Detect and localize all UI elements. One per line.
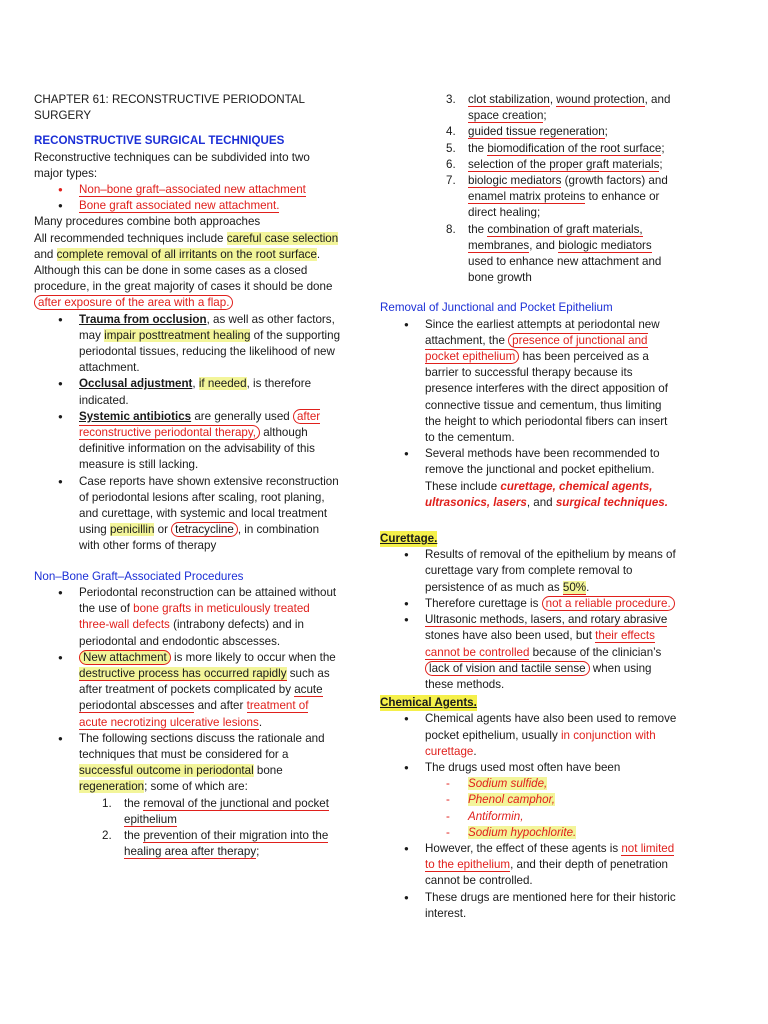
non-bone-graft-list [34, 585, 340, 796]
list-item: ● Ultrasonic methods, lasers, and rotary abrasive stones have also been used, but their effects cannot be controlled because of the clinician’s lack of vision and tactile sense when using these methods. [380, 612, 680, 693]
list-item: ● Occlusal adjustment, if needed, is therefore indicated. [34, 376, 340, 408]
list-item: 5. the biomodification of the root surface; [446, 141, 665, 155]
list-item: ● Case reports have shown extensive reconstruction of periodontal lesions after scaling, root planing, and curettage, with systemic and local treatment using penicillin or tetracycline , in combination with other forms of therapy [34, 474, 340, 555]
list-item: ● Chemical agents have also been used to remove pocket epithelium, usually in conjunction with curettage. [380, 711, 680, 760]
list-item: ● Since the earliest attempts at periodontal new attachment, the presence of junctional and pocket epithelium has been perceived as a barrier to successful therapy because its presence interferes with the direct apposition of connective tissue and cementum, thus limiting the height to which periodontal fibers can insert to the cementum. [380, 317, 680, 447]
right-column [380, 92, 680, 922]
list-item: ● Bone graft associated new attachment. [34, 198, 340, 214]
list-item: ● Trauma from occlusion, as well as other factors, may impair posttreatment healing of the supporting periodontal tissues, reducing the likelihood of new attachment. [34, 312, 340, 377]
drugs-list [380, 776, 680, 841]
heading-curettage: Curettage. [380, 531, 437, 547]
chapter-title: CHAPTER 61: RECONSTRUCTIVE PERIODONTAL SURGERY [34, 93, 305, 123]
list-item: - Sodium sulfide, [380, 776, 680, 792]
list-item: 7. biologic mediators (growth factors) and enamel matrix proteins to enhance or direct healing; [446, 174, 668, 220]
section-heading-reconstructive-techniques: RECONSTRUCTIVE SURGICAL TECHNIQUES [34, 134, 285, 148]
list-item: ● Therefore curettage is not a reliable procedure. [380, 596, 680, 612]
list-item: ● Systemic antibiotics are generally used after reconstructive periodontal therapy, although definitive information on the advisability of this measure is still lacking. [34, 409, 340, 474]
curettage-list [380, 547, 680, 693]
paragraph: All recommended techniques include careful case selection and complete removal of all irritants on the root surface. Although this can be done in some cases as a closed procedure, in the great majority of cases it should be done after exposure of the area with a flap. [34, 231, 339, 310]
factors-list [34, 312, 340, 555]
list-item: ● New attachment is more likely to occur when the destructive process has occurred rapidly such as after treatment of pockets complicated by acute periodontal abscesses and after treatment of acute necrotizing ulcerative lesions. [34, 650, 340, 731]
chemical-agents-list [380, 711, 680, 776]
section-heading-non-bone-graft: Non–Bone Graft–Associated Procedures [34, 569, 244, 583]
list-item: - Sodium hypochlorite. [380, 825, 680, 841]
list-item: 1. the removal of the junctional and pocket epithelium [102, 796, 329, 826]
list-item: ● Several methods have been recommended to remove the junctional and pocket epithelium. These include curettage, chemical agents, ultrasonics, lasers, and surgical techniques. [380, 446, 680, 511]
paragraph: Many procedures combine both approaches [34, 215, 261, 229]
intro-paragraph: Reconstructive techniques can be subdivided into two major types: [34, 150, 310, 180]
list-item: 8. the combination of graft materials, membranes, and biologic mediators used to enhance new attachment and bone growth [446, 222, 662, 285]
list-item: 6. selection of the proper graft materials; [446, 157, 663, 171]
left-column [34, 92, 340, 860]
list-item: 2. the prevention of their migration into the healing area after therapy; [102, 828, 329, 859]
list-item: 3. clot stabilization, wound protection, and space creation; [446, 93, 671, 123]
heading-chemical-agents: Chemical Agents. [380, 695, 477, 711]
section-heading-removal-epithelium: Removal of Junctional and Pocket Epithelium [380, 301, 613, 315]
list-item: ● However, the effect of these agents is not limited to the epithelium, and their depth of penetration cannot be controlled. [380, 841, 680, 890]
chemical-agents-list-2 [380, 841, 680, 922]
rationale-list [34, 796, 340, 861]
rationale-list-continued [380, 92, 680, 286]
list-item: ● Periodontal reconstruction can be attained without the use of bone grafts in meticulously treated three-wall defects (intrabony defects) and in periodontal and endodontic abscesses. [34, 585, 340, 650]
list-item: ● These drugs are mentioned here for their historic interest. [380, 890, 680, 922]
list-item: ● The following sections discuss the rationale and techniques that must be considered for a successful outcome in periodontal bone regeneration; some of which are: [34, 731, 340, 796]
list-item: - Antiformin, [380, 809, 680, 825]
list-item: ● Results of removal of the epithelium by means of curettage vary from complete removal to persistence of as much as 50%. [380, 547, 680, 596]
list-item: 4. guided tissue regeneration; [446, 125, 608, 139]
list-item: ● Non–bone graft–associated new attachment [34, 182, 340, 198]
removal-list [380, 317, 680, 511]
list-item: - Phenol camphor, [380, 792, 680, 808]
list-item: ● The drugs used most often have been [380, 760, 680, 776]
types-list [34, 182, 340, 214]
